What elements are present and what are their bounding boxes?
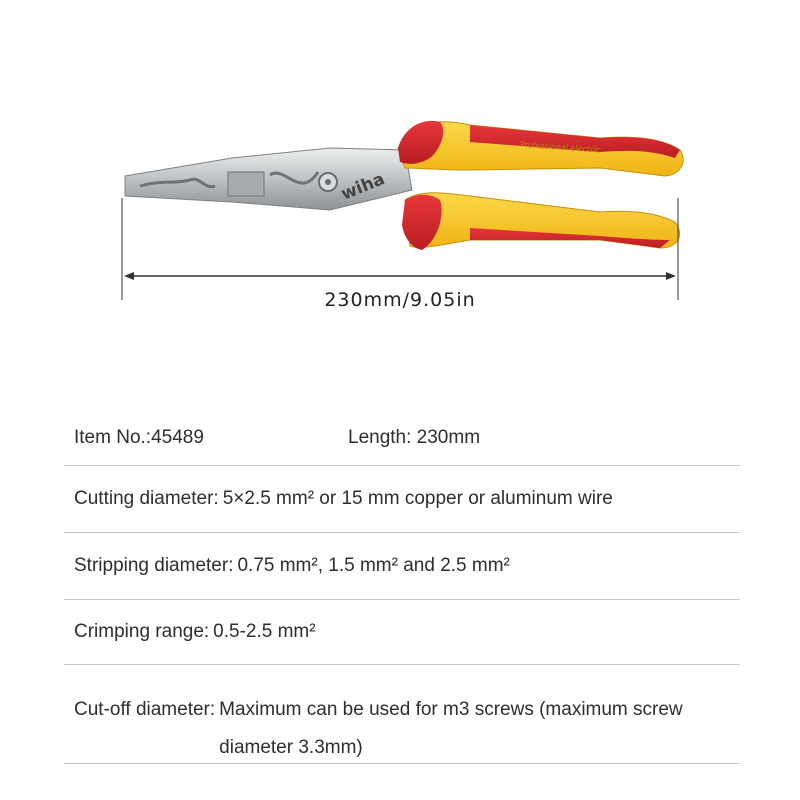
cutting-label: Cutting diameter:: [74, 488, 219, 509]
crimping-label: Crimping range:: [74, 621, 210, 642]
spec-row-cutoff: [64, 665, 740, 764]
stripping-value: 0.75 mm², 1.5 mm² and 2.5 mm²: [237, 555, 510, 576]
spec-row-crimping: [64, 600, 740, 665]
spec-row-stripping: [64, 533, 740, 600]
spec-row-item: [64, 410, 740, 466]
crimping-value: 0.5-2.5 mm²: [213, 621, 316, 642]
cutting-value: 5×2.5 mm² or 15 mm copper or aluminum wire: [222, 488, 613, 509]
stripping-label: Stripping diameter:: [74, 555, 234, 576]
dimension-label: 230mm/9.05in: [324, 289, 476, 311]
cutoff-value: Maximum can be used for m3 screws (maximum screw diameter 3.3mm): [219, 699, 683, 758]
item-number: Item No.:45489: [74, 426, 204, 448]
handle-text: Professional electric: [519, 140, 601, 155]
spec-table: [64, 410, 740, 764]
cutoff-label: Cut-off diameter:: [74, 699, 216, 720]
brand-logo: wiha: [338, 169, 388, 205]
pliers-illustration: [0, 0, 800, 320]
length-value: Length: 230mm: [348, 426, 481, 448]
product-image: [0, 0, 800, 320]
spec-row-cutting: [64, 466, 740, 533]
